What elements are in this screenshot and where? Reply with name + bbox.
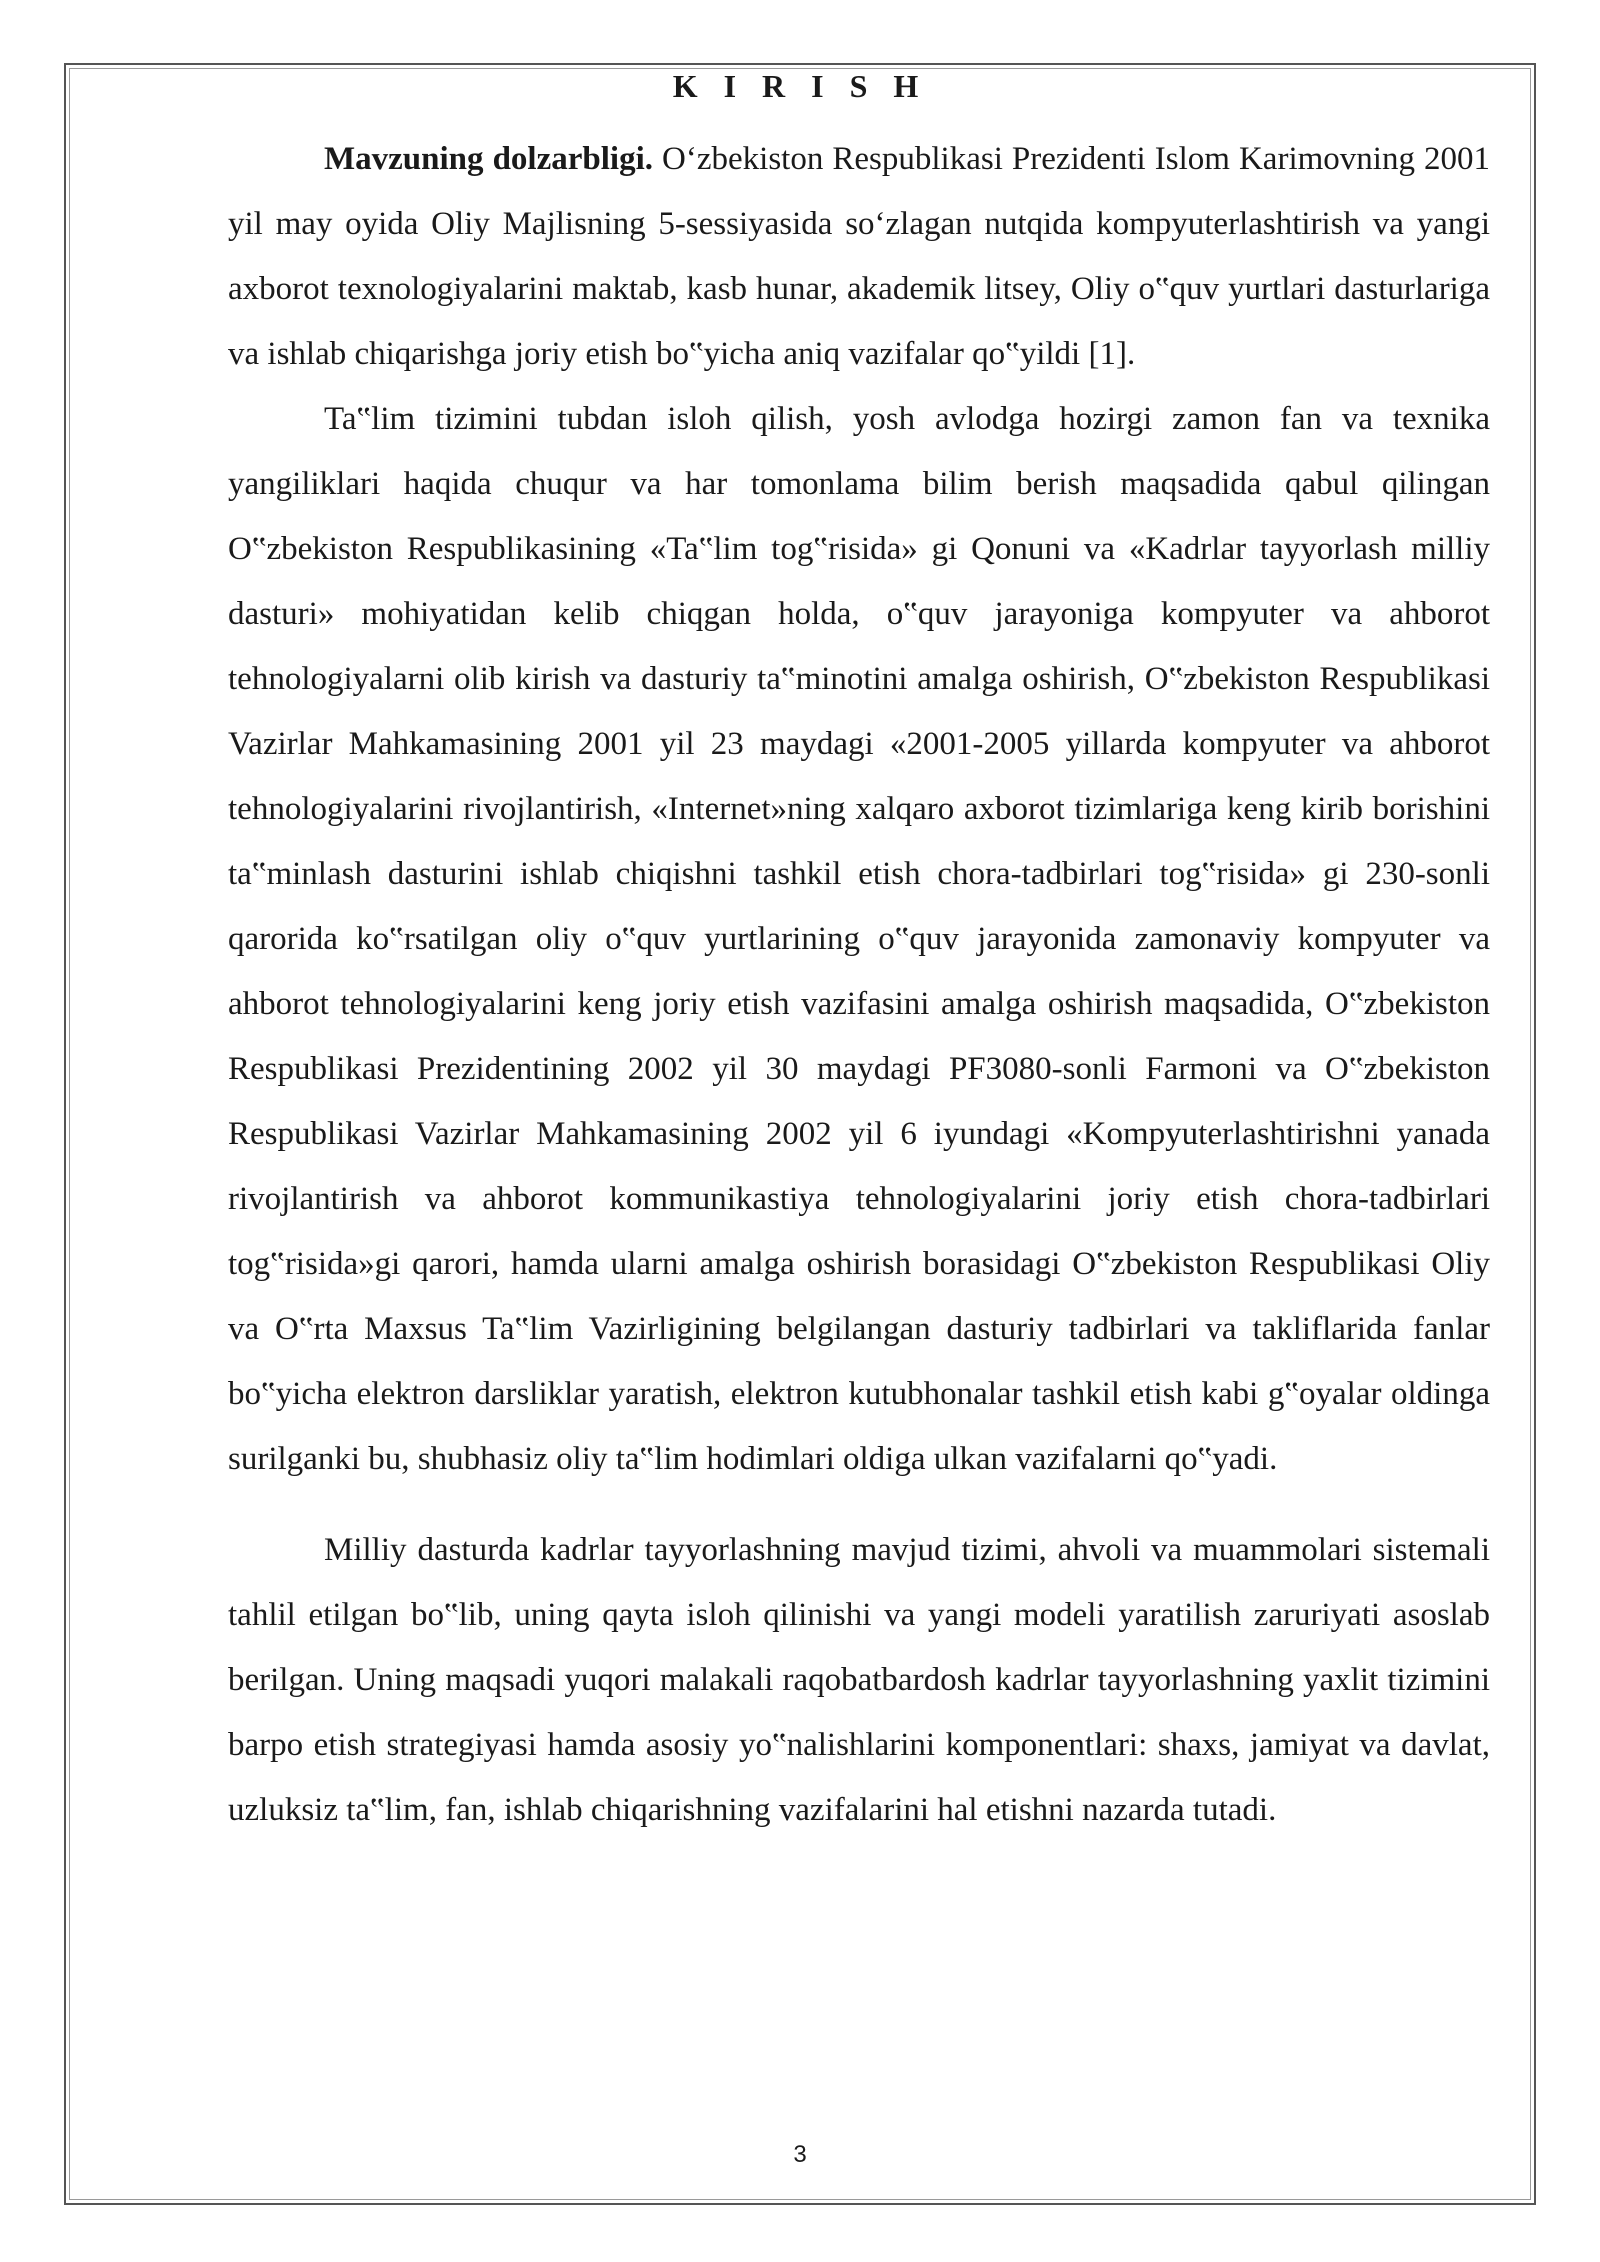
paragraph-education-reform: Ta‟lim tizimini tubdan isloh qilish, yosh avlodga hozirgi zamon fan va texnika yangiliklari haqida chuqur va har tomonlama bilim berish maqsadida qabul qilingan O‟zbekiston Respublikasining «Ta‟lim tog‟risida» gi Qonuni va «Kadrlar tayyorlash milliy dasturi» mohiyatidan kelib chiqgan holda, o‟quv jarayoniga kompyuter va ahborot tehnologiyalarni olib kirish va dasturiy ta‟minotini amalga oshirish, O‟zbekiston Respublikasi Vazirlar Mahkamasining 2001 yil 23 maydagi «2001-2005 yillarda kompyuter va ahborot tehnologiyalarini rivojlantirish, «Internet»ning xalqaro axborot tizimlariga keng kirib borishini ta‟minlash dasturini ishlab chiqishni tashkil etish chora-tadbirlari tog‟risida» gi 230-sonli qarorida ko‟rsatilgan oliy o‟quv yurtlarining o‟quv jarayonida zamonaviy kompyuter va ahborot tehnologiyalarini keng joriy etish vazifasini amalga oshirish maqsadida, O‟zbekiston Respublikasi Prezidentining 2002 yil 30 maydagi PF3080-sonli Farmoni va O‟zbekiston Respublikasi Vazirlar Mahkamasining 2002 yil 6 iyundagi «Kompyuterlashtirishni yanada rivojlantirish va ahborot kommunikastiya tehnologiyalarini joriy etish chora-tadbirlari tog‟risida»gi qarori, hamda ularni amalga oshirish borasidagi O‟zbekiston Respublikasi Oliy va O‟rta Maxsus Ta‟lim Vazirligining belgilangan dasturiy tadbirlari va takliflarida fanlar bo‟yicha elektron darsliklar yaratish, elektron kutubhonalar tashkil etish kabi g‟oyalar oldinga surilganki bu, shubhasiz oliy ta‟lim hodimlari oldiga ulkan vazifalarni qo‟yadi.	[228, 401, 1490, 1477]
paragraph-relevance	[228, 127, 1490, 387]
paragraph-national-program: Milliy dasturda kadrlar tayyorlashning mavjud tizimi, ahvoli va muammolari sistemali tahlil etilgan bo‟lib, uning qayta isloh qilinishi va yangi modeli yaratilish zaruriyati asoslab berilgan. Uning maqsadi yuqori malakali raqobatbardosh kadrlar tayyorlashning yaxlit tizimini barpo etish strategiyasi hamda asosiy yo‟nalishlarini komponentlari: shaxs, jamiyat va davlat, uzluksiz ta‟lim, fan, ishlab chiqarishning vazifalarini hal etishni nazarda tutadi.	[228, 1532, 1490, 1828]
page-number: 3	[793, 2141, 807, 2168]
paragraph-text: O‘zbekiston Respublikasi Prezidenti Islom Karimovning 2001 yil may oyida Oliy Majlisning 5-sessiyasida so‘zlagan nutqida kompyuterlashtirish va yangi axborot texnologiyalarini maktab, kasb hunar, akademik litsey, Oliy o‟quv yurtlari dasturlariga va ishlab chiqarishga joriy etish bo‟yicha aniq vazifalar qo‟yildi [1].	[228, 141, 1490, 372]
body-text	[228, 127, 1490, 1843]
section-heading: K I R I S H	[672, 68, 928, 104]
paragraph-lead: Mavzuning dolzarbligi.	[324, 141, 653, 177]
